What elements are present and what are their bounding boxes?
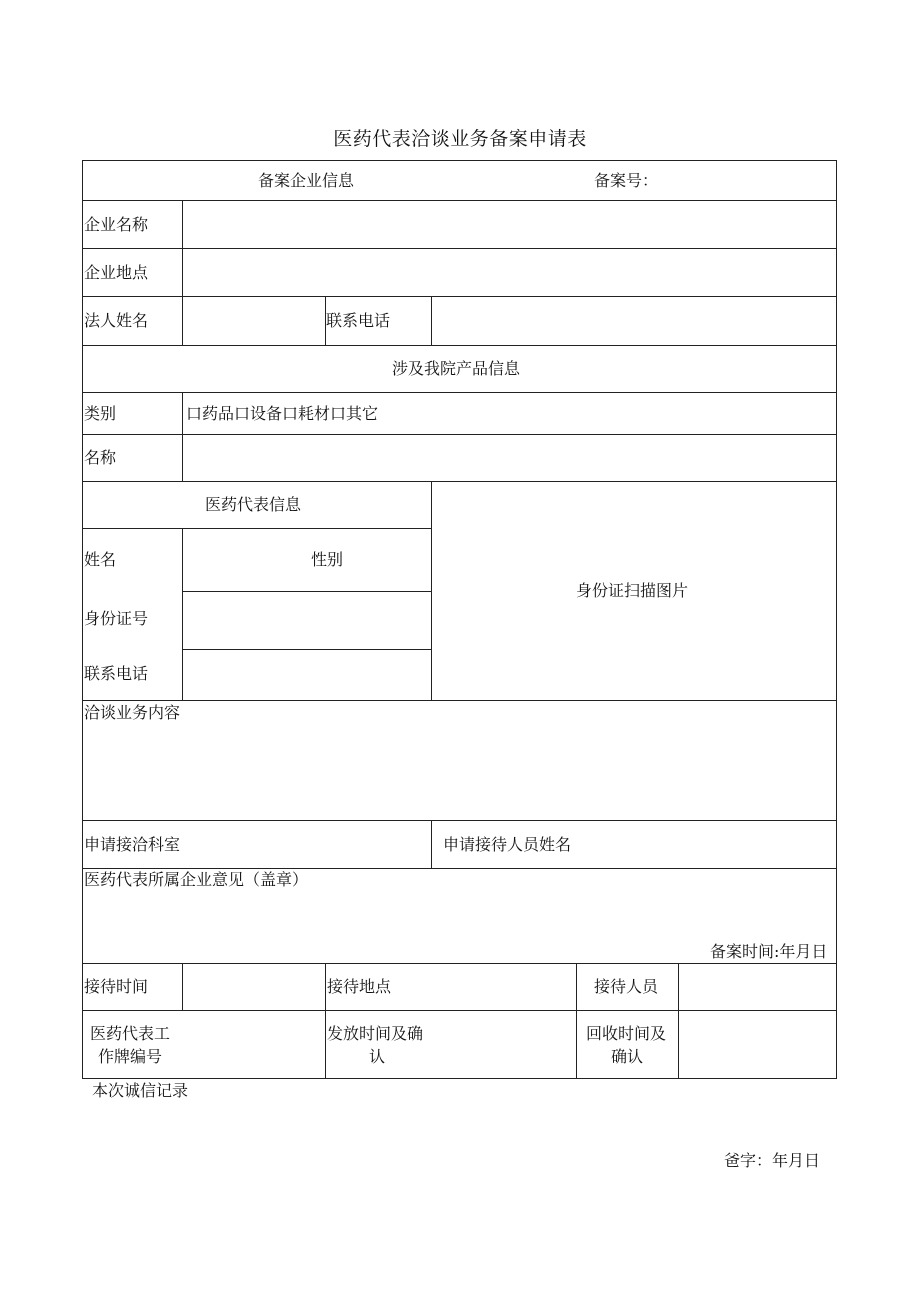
row-divider <box>82 248 837 249</box>
return-time-label-line1: 回收时间及 <box>586 1024 667 1043</box>
row-divider <box>82 528 431 529</box>
reception-time-field[interactable] <box>184 965 323 1008</box>
receiver-name-label: 申请接待人员姓名 <box>443 835 572 854</box>
company-name-field[interactable] <box>184 202 834 246</box>
row-divider <box>82 481 837 482</box>
receiver-name-field[interactable] <box>585 822 834 866</box>
row-divider <box>82 296 837 297</box>
table-border-left <box>82 160 83 1079</box>
integrity-record-label: 本次诚信记录 <box>92 1081 189 1100</box>
return-time-field[interactable] <box>680 1012 834 1076</box>
business-content-field[interactable] <box>84 726 834 818</box>
reception-staff-label: 接待人员 <box>594 977 659 996</box>
rep-name-label: 姓名 <box>84 550 117 569</box>
company-opinion-field[interactable] <box>84 894 834 934</box>
rep-id-label: 身份证号 <box>84 609 149 628</box>
column-divider <box>431 820 432 868</box>
issue-time-label-line1: 发放时间及确 <box>327 1024 424 1043</box>
issue-time-label <box>327 1022 423 1068</box>
product-category-checkboxes[interactable]: 口药品口设备口耗材口其它 <box>186 404 379 423</box>
business-content-label: 洽谈业务内容 <box>84 703 181 722</box>
rep-name-field[interactable] <box>184 530 304 589</box>
badge-number-field[interactable] <box>184 1012 323 1076</box>
row-divider <box>82 963 837 964</box>
column-divider <box>576 963 577 1078</box>
column-divider <box>182 392 183 481</box>
reception-place-label: 接待地点 <box>327 977 392 996</box>
row-divider <box>82 434 837 435</box>
row-divider <box>182 591 431 592</box>
rep-gender-label: 性别 <box>311 550 344 569</box>
company-address-field[interactable] <box>184 250 834 294</box>
column-divider <box>182 528 183 700</box>
table-border-bottom <box>82 1078 837 1079</box>
product-name-field[interactable] <box>184 436 834 479</box>
legal-person-label: 法人姓名 <box>84 311 149 330</box>
row-divider <box>82 345 837 346</box>
signature-date-label: 爸字：年月日 <box>724 1151 821 1170</box>
record-date-label: 备案时间:年月日 <box>710 942 828 961</box>
rep-id-field[interactable] <box>184 593 429 647</box>
company-address-label: 企业地点 <box>84 263 149 282</box>
product-name-label: 名称 <box>84 448 117 467</box>
badge-number-label <box>90 1022 170 1068</box>
company-phone-field[interactable] <box>433 298 834 343</box>
rep-phone-field[interactable] <box>184 651 429 698</box>
column-divider <box>325 963 326 1078</box>
company-name-label: 企业名称 <box>84 215 149 234</box>
row-divider <box>82 200 837 201</box>
integrity-record-field[interactable] <box>92 1104 832 1144</box>
column-divider <box>678 963 679 1078</box>
reception-place-field[interactable] <box>400 965 574 1008</box>
row-divider <box>82 700 837 701</box>
table-border-right <box>836 160 837 1079</box>
badge-number-label-line1: 医药代表工 <box>90 1024 171 1043</box>
form-title: 医药代表洽谈业务备案申请表 <box>333 128 587 150</box>
row-divider <box>82 392 837 393</box>
dept-label: 申请接洽科室 <box>84 835 181 854</box>
id-scan-label: 身份证扫描图片 <box>576 581 689 600</box>
column-divider <box>431 481 432 700</box>
row-divider <box>82 1010 837 1011</box>
company-section-header: 备案企业信息 <box>258 171 355 190</box>
legal-person-field[interactable] <box>184 298 323 343</box>
record-number-field[interactable] <box>655 164 825 196</box>
product-category-label: 类别 <box>84 404 117 423</box>
row-divider <box>82 868 837 869</box>
return-time-label <box>586 1022 666 1068</box>
return-time-label-line2: 确认 <box>611 1047 644 1066</box>
company-opinion-label: 医药代表所属企业意见（盖章） <box>84 870 309 889</box>
issue-time-field[interactable] <box>440 1012 574 1076</box>
rep-section-header: 医药代表信息 <box>205 495 302 514</box>
column-divider <box>182 963 183 1010</box>
company-phone-label: 联系电话 <box>326 311 391 330</box>
row-divider <box>182 649 431 650</box>
product-section-header: 涉及我院产品信息 <box>392 359 521 378</box>
column-divider <box>431 296 432 345</box>
reception-time-label: 接待时间 <box>84 977 149 996</box>
column-divider <box>182 200 183 345</box>
issue-time-label-line2: 认 <box>369 1047 386 1066</box>
reception-staff-field[interactable] <box>680 965 834 1008</box>
record-number-label: 备案号： <box>594 171 659 190</box>
id-scan-area[interactable] <box>433 483 834 698</box>
table-border-top <box>82 160 837 161</box>
rep-phone-label: 联系电话 <box>84 664 149 683</box>
row-divider <box>82 820 837 821</box>
badge-number-label-line2: 作牌编号 <box>98 1047 163 1066</box>
